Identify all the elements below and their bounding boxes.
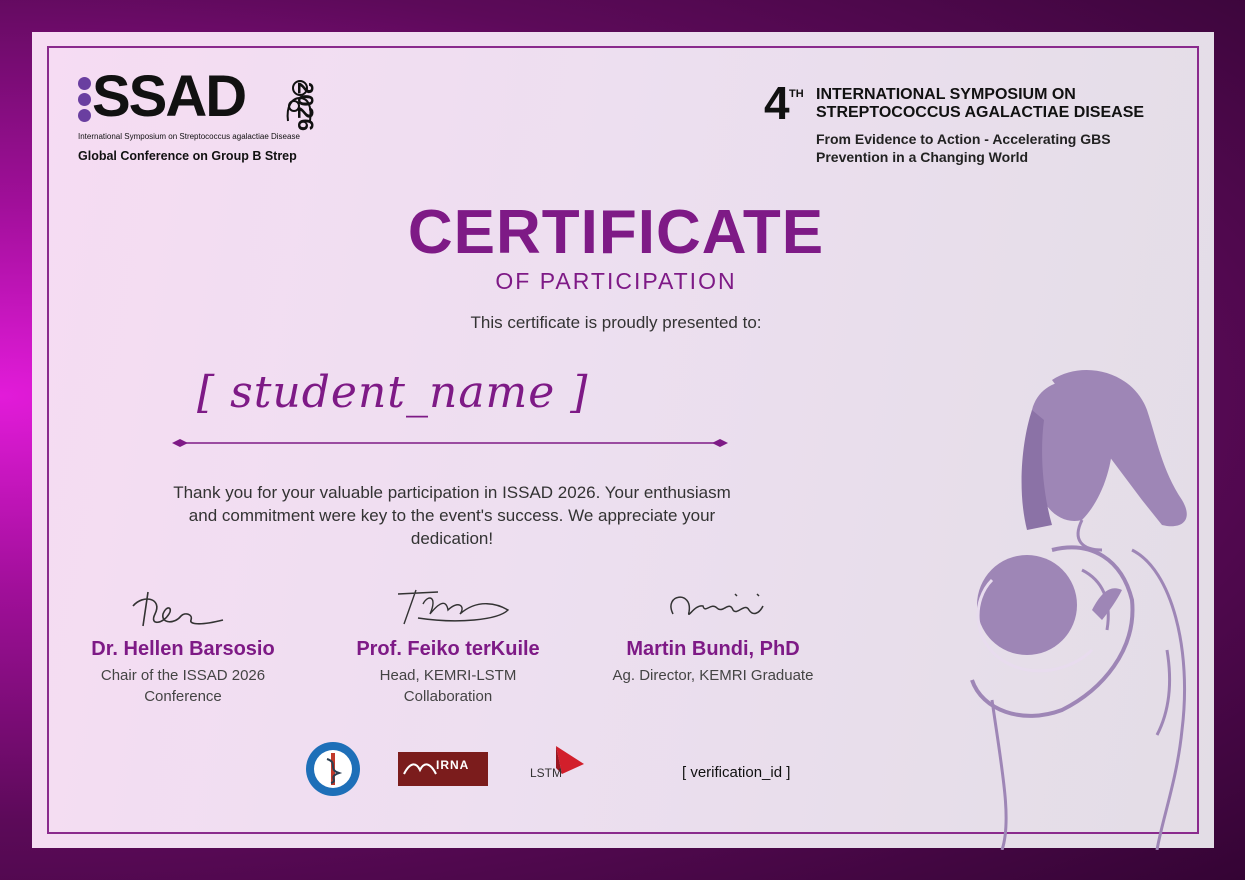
mother-baby-illustration [932, 350, 1222, 850]
irna-logo [398, 752, 488, 786]
signatory-role [63, 665, 303, 707]
signatory-role-line: Head, KEMRI-LSTM [379, 667, 517, 684]
signature-image [103, 584, 263, 634]
irna-label: IRNA [436, 758, 470, 772]
certificate-title: CERTIFICATE [407, 198, 825, 267]
signatory-name: Martin Bundi, PhD [626, 638, 800, 660]
signatory-role [593, 665, 833, 686]
lstm-label: LSTM [530, 766, 563, 780]
irna-mark-icon [402, 758, 438, 778]
event-title-line: STREPTOCOCCUS AGALACTIAE DISEASE [816, 104, 1145, 121]
thank-you-line: and commitment were key to the event's success. We appreciate your [188, 506, 716, 525]
logo-subtitle: International Symposium on Streptococcus agalactiae Disease [78, 132, 300, 141]
signatory-role-line: Conference [144, 688, 222, 705]
lstm-logo [526, 744, 592, 790]
logo-year: 2026 [293, 82, 318, 131]
signature-image [368, 584, 528, 634]
signature-image [633, 584, 793, 634]
signatory-block [593, 584, 833, 686]
thank-you-line: dedication! [410, 529, 494, 548]
event-edition-suffix: TH [789, 88, 804, 100]
event-edition-number: 4 [764, 77, 790, 129]
name-underline [172, 436, 728, 450]
event-header [764, 77, 1184, 174]
certificate-subtitle: OF PARTICIPATION [495, 268, 737, 294]
verification-id-placeholder: [ verification_id ] [682, 764, 791, 781]
thank-you-line: Thank you for your valuable participation in ISSAD 2026. Your enthusiasm [173, 483, 731, 502]
logo-wordmark: SSAD [92, 64, 246, 129]
thank-you-message [122, 481, 782, 550]
event-title-line: INTERNATIONAL SYMPOSIUM ON [816, 86, 1076, 103]
student-name-placeholder: [ student_name ] [197, 367, 589, 418]
event-subtitle-line: Prevention in a Changing World [816, 149, 1029, 165]
signatory-role-line: Chair of the ISSAD 2026 [100, 667, 266, 684]
event-subtitle-line: From Evidence to Action - Accelerating GBS [816, 131, 1111, 147]
signatory-role [328, 665, 568, 707]
signatory-name: Dr. Hellen Barsosio [91, 638, 275, 660]
signatory-block [328, 584, 568, 707]
logo-tagline: Global Conference on Group B Strep [78, 149, 297, 163]
event-title [816, 86, 1186, 122]
event-subtitle [816, 130, 1156, 166]
signatory-name: Prof. Feiko terKuile [356, 638, 540, 660]
certificate-sheet [32, 32, 1214, 848]
issad-logo [78, 64, 368, 174]
signatory-block [63, 584, 303, 707]
signatory-role-line: Ag. Director, KEMRI Graduate [612, 667, 814, 684]
kemri-logo [305, 741, 361, 797]
presented-to-text: This certificate is proudly presented to: [470, 313, 762, 332]
signatory-role-line: Collaboration [403, 688, 493, 705]
